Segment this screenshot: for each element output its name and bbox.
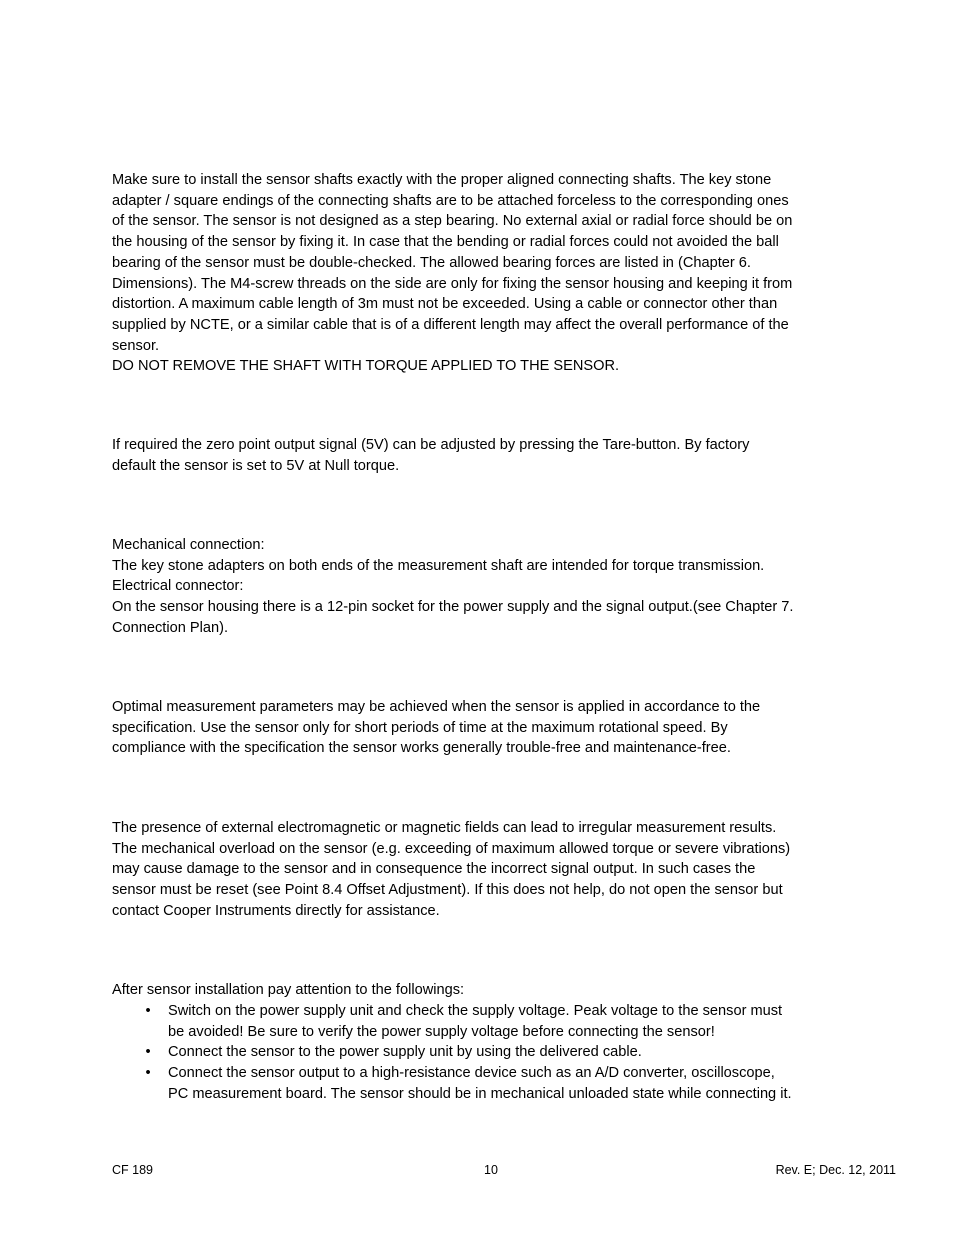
- text-line: On the sensor housing there is a 12-pin socket for the power supply and the signal output.(see Chapter 7.: [112, 599, 794, 616]
- text-line: the housing of the sensor by fixing it. In case that the bending or radial forces could not avoided the ball: [112, 234, 779, 251]
- text-line: Switch on the power supply unit and check the supply voltage. Peak voltage to the sensor must: [168, 1003, 783, 1019]
- text-line: Make sure to install the sensor shafts exactly with the proper aligned connecting shafts. The key stone: [112, 172, 772, 188]
- text-line: of the sensor. The sensor is not designed as a step bearing. No external axial or radial force should be on: [112, 213, 793, 230]
- footer-page-number: 10: [484, 1163, 498, 1177]
- startup-intro: [112, 980, 844, 1001]
- text-line: Connect the sensor output to a high-resistance device such as an A/D converter, oscilloscope,: [168, 1065, 775, 1082]
- text-line: The key stone adapters on both ends of the measurement shaft are intended for torque transmission.: [112, 557, 765, 574]
- text-line: bearing of the sensor must be double-checked. The allowed bearing forces are listed in (Chapter 6.: [112, 254, 751, 271]
- list-item: [112, 1042, 852, 1063]
- text-line: may cause damage to the sensor and in consequence the incorrect signal output. In such cases the: [112, 861, 756, 878]
- text-line: The presence of external electromagnetic or magnetic fields can lead to irregular measurement results.: [112, 820, 777, 836]
- text-line: Optimal measurement parameters may be achieved when the sensor is applied in accordance to the: [112, 699, 761, 715]
- text-line: The mechanical overload on the sensor (e.g. exceeding of maximum allowed torque or severe vibrations): [112, 840, 791, 857]
- footer-revision: Rev. E; Dec. 12, 2011: [775, 1163, 896, 1177]
- text-line: After sensor installation pay attention to the followings:: [112, 982, 465, 998]
- text-line: sensor must be reset (see Point 8.4 Offset Adjustment). If this does not help, do not open the sensor but: [112, 882, 783, 899]
- text-line: specification. Use the sensor only for short periods of time at the maximum rotational speed. By: [112, 719, 728, 736]
- text-line: contact Cooper Instruments directly for assistance.: [112, 902, 440, 919]
- subheading-mechanical-connection: Mechanical connection:: [112, 537, 265, 553]
- text-line: Connection Plan).: [112, 619, 229, 636]
- text-line: adapter / square endings of the connecting shafts are to be attached forceless to the corresponding ones: [112, 192, 789, 209]
- footer-doc-id: CF 189: [112, 1163, 153, 1177]
- text-line: Connect the sensor to the power supply unit by using the delivered cable.: [168, 1044, 642, 1061]
- text-line: Dimensions). The M4-screw threads on the side are only for fixing the sensor housing and keeping it from: [112, 275, 793, 292]
- text-line: If required the zero point output signal (5V) can be adjusted by pressing the Tare-button. By factory: [112, 437, 750, 453]
- list-item: [112, 1063, 852, 1104]
- list-item: [112, 1001, 852, 1042]
- zero-point-paragraph: [112, 435, 844, 476]
- operation-paragraph: [112, 697, 844, 759]
- text-line: compliance with the specification the sensor works generally trouble-free and maintenance-free.: [112, 740, 731, 757]
- bullet-icon: •: [145, 1065, 151, 1082]
- connections-paragraph: [112, 535, 844, 639]
- text-line: distortion. A maximum cable length of 3m must not be exceeded. Using a cable or connector other than: [112, 296, 778, 313]
- text-line: supplied by NCTE, or a similar cable that is of a different length may affect the overall performance of the: [112, 316, 789, 333]
- subheading-electrical-connector: Electrical connector:: [112, 578, 244, 595]
- bullet-icon: •: [145, 1044, 151, 1061]
- faults-paragraph: [112, 818, 844, 922]
- startup-bullet-list: [112, 1001, 852, 1105]
- text-line: PC measurement board. The sensor should be in mechanical unloaded state while connecting it.: [168, 1085, 792, 1102]
- bullet-icon: •: [145, 1003, 151, 1019]
- text-line: be avoided! Be sure to verify the power supply voltage before connecting the sensor!: [168, 1023, 715, 1040]
- text-line: default the sensor is set to 5V at Null torque.: [112, 457, 400, 474]
- warning-line: DO NOT REMOVE THE SHAFT WITH TORQUE APPLIED TO THE SENSOR.: [112, 358, 620, 375]
- text-line: sensor.: [112, 337, 160, 354]
- installation-paragraph: [112, 170, 844, 377]
